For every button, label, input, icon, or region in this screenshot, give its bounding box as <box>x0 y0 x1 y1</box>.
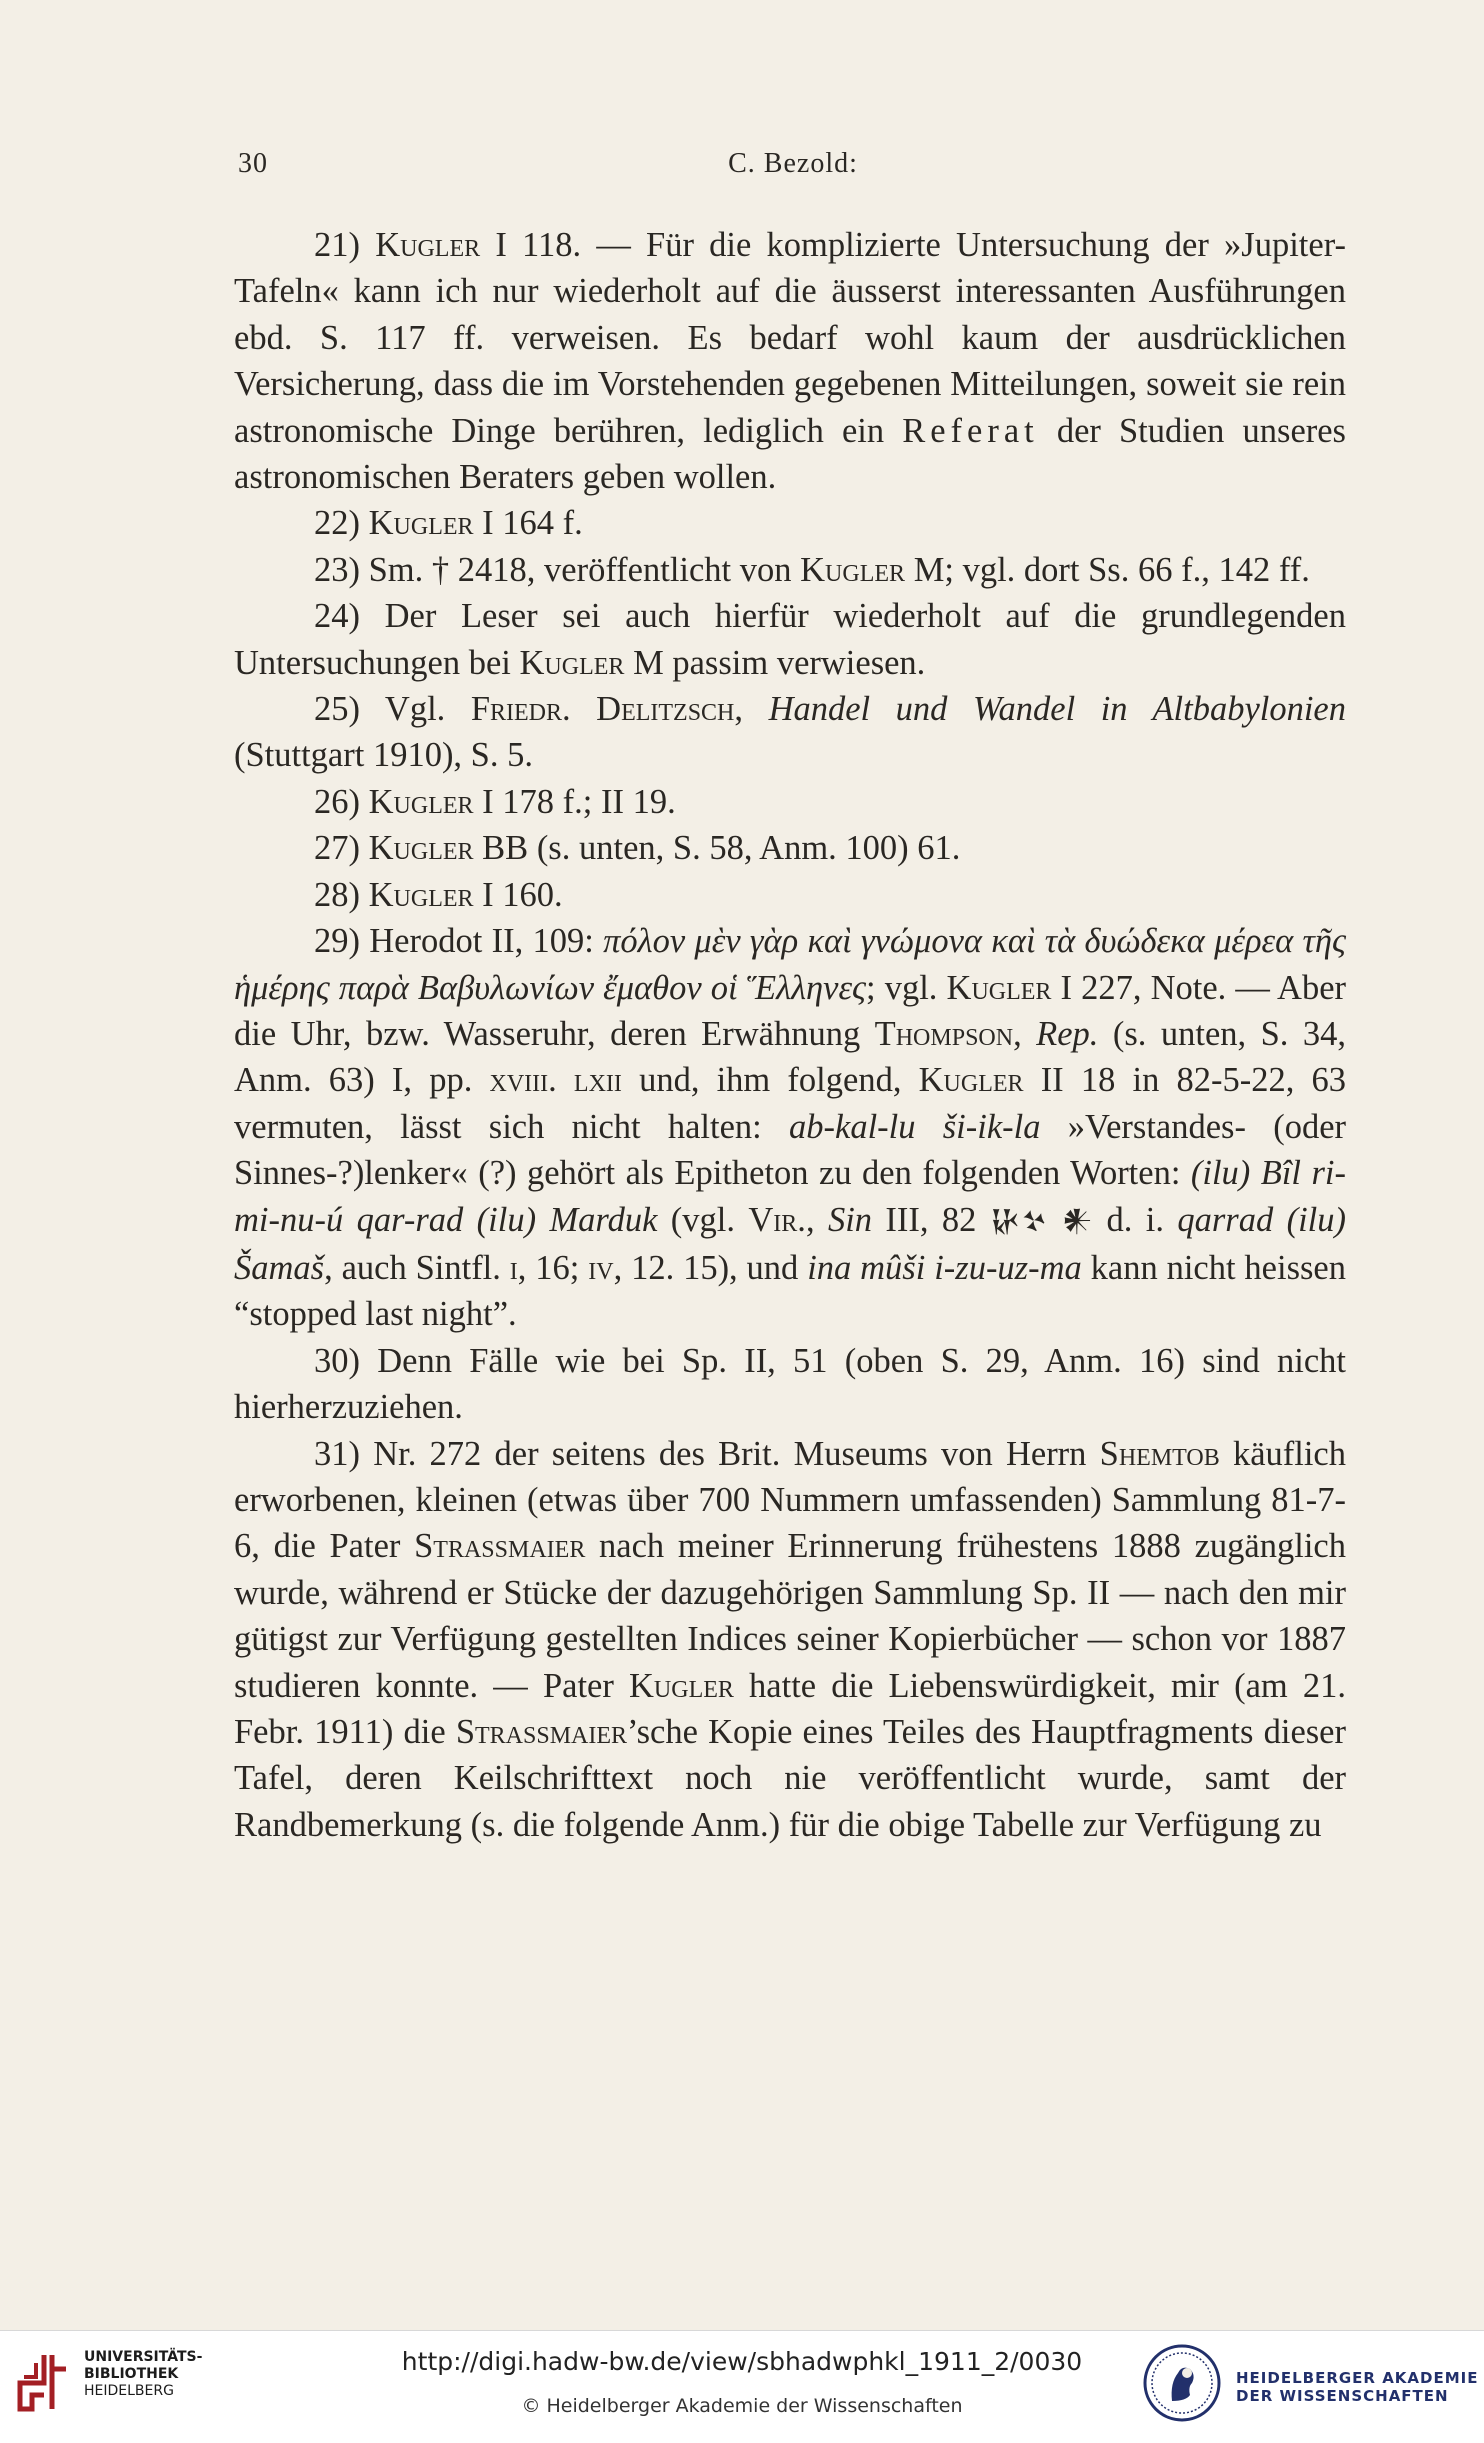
footnote-text: d. i. <box>1093 1200 1178 1239</box>
academy-name: HEIDELBERGER AKADEMIE DER WISSENSCHAFTEN <box>1236 2369 1479 2405</box>
footnote-text: 25) Vgl. <box>314 690 471 729</box>
footnote-text: πόλον μὲν γὰρ καὶ γνώμονα καὶ τὰ δυώδεκα μέρεα τῆς ἡμέρης παρὰ Βαβυλωνίων ἔμαθον οἱ Ἕλληνες <box>234 922 1346 1007</box>
footnote-text: M passim verwiesen. <box>624 643 926 682</box>
footnote-text: , <box>734 690 769 729</box>
footnote-text: nach meiner Erinnerung frühestens 1888 zugänglich wurde, während er Stücke der dazugehörigen Sammlung Sp. II — nach den mir gütigst zur Verfügung gestellten Indices seiner Kopierbücher — schon vor 1887 studieren konnte. — Pater <box>234 1527 1346 1705</box>
running-title: C. Bezold: <box>728 148 858 179</box>
footnote-text: 28) <box>314 875 369 914</box>
footnote <box>234 686 1346 779</box>
footnote-text: Kugler <box>918 1061 1024 1100</box>
footnote <box>234 547 1346 593</box>
footnote-text: i <box>509 1248 518 1287</box>
footnote-text: Friedr. Delitzsch <box>470 690 735 729</box>
footnote-text: , 16; <box>517 1248 589 1287</box>
footnote-text: iv <box>588 1248 614 1287</box>
footnote-text: M; vgl. dort Ss. 66 f., 142 ff. <box>905 550 1310 589</box>
footnote-text: Kugler <box>368 504 474 543</box>
footnote-text: »Verstandes- (oder Sinnes-?)lenker« (?) gehört als Epitheton zu den folgenden Worten: <box>234 1107 1347 1193</box>
footnote-text: Kugler <box>519 643 625 682</box>
footnote-text: Kugler <box>628 1666 734 1705</box>
footnote-text: Vir. <box>748 1200 806 1239</box>
footnote-text: Shemtob <box>1099 1434 1220 1473</box>
footnotes-body <box>234 222 1346 1848</box>
footnote-text: Strassmaier <box>455 1713 628 1751</box>
footnote-text: Handel und Wandel in Altbabylonien <box>768 690 1346 729</box>
footnote-text: (s. unten, S. 34, Anm. 63) I, pp. <box>234 1014 1346 1100</box>
footnote-text: I 160. <box>473 875 563 914</box>
footnote <box>234 1431 1346 1849</box>
footnote-text: 24) Der Leser sei auch hierfür wiederholt auf die grundlegenden Untersuchungen bei <box>234 597 1346 682</box>
footnote-text: Kugler <box>368 875 474 914</box>
footnote-text: qarrad (ilu) Šamaš <box>234 1200 1346 1287</box>
footnote-text: I 164 f. <box>473 504 583 543</box>
footnote-text: III, 82 <box>872 1200 990 1239</box>
permalink[interactable]: http://digi.hadw-bw.de/view/sbhadwphkl_1911_2/0030 <box>401 2347 1083 2376</box>
footnote-text: 30) Denn Fälle wie bei Sp. II, 51 (oben S. 29, Anm. 16) sind nicht hierherzuziehen. <box>234 1341 1346 1427</box>
footnote-text: Sin <box>827 1200 873 1239</box>
footnote-text: Kugler <box>368 829 474 868</box>
footnote-text: Strassmaier <box>414 1527 586 1566</box>
page-number: 30 <box>238 148 268 179</box>
footnote-text: 26) <box>314 782 369 821</box>
footnote-text: , 12. 15), und <box>613 1248 808 1287</box>
footnote-text: I 178 f.; II 19. <box>473 782 676 821</box>
footnote-text: ; vgl. <box>866 968 947 1007</box>
footnote-text: 21) <box>314 226 376 264</box>
footnote-text: Kugler <box>800 550 906 589</box>
footnote-text: (Stuttgart 1910), S. 5. <box>234 736 533 775</box>
footnote-text: der Studien unseres astronomischen Beraters geben wollen. <box>234 411 1346 497</box>
footnote <box>234 825 1346 871</box>
footnote-text: ’sche Kopie eines Teiles des Hauptfragments dieser Tafel, deren Keilschrifttext noch nie veröffentlicht wurde, samt der Randbemerkung (s. die folgende Anm.) für die obige Tabelle zur Verfügung zu <box>234 1713 1346 1844</box>
footnote-text: kann nicht heissen “stopped last night”. <box>234 1248 1346 1334</box>
running-header <box>238 148 1348 192</box>
footnote-text: , <box>1013 1014 1037 1053</box>
footer-bar <box>0 2330 1484 2443</box>
footnote-text: (vgl. <box>657 1200 749 1239</box>
footnote <box>234 593 1346 686</box>
footnote-text: xviii. lxii <box>489 1061 622 1100</box>
footnote-text: Rep. <box>1036 1014 1099 1053</box>
footnote-text: (ilu) Bîl ri-mi-nu-ú qar-rad (ilu) Marduk <box>234 1154 1346 1239</box>
footnote <box>234 779 1346 825</box>
cuneiform-signs: 𒄩𒆳 𒀭 <box>989 1203 1094 1239</box>
footnote <box>234 872 1346 918</box>
footnote-text: 23) Sm. † 2418, veröffentlicht von <box>314 550 801 589</box>
footnote-text: 29) Herodot II, 109: <box>314 922 604 961</box>
footnote-text: BB (s. unten, S. 58, Anm. 100) 61. <box>473 829 961 868</box>
footnote <box>234 1338 1346 1431</box>
footnote-text: und, ihm folgend, <box>621 1061 919 1100</box>
footnote-text: Referat <box>902 411 1039 450</box>
footnote-text: Thompson <box>874 1014 1014 1053</box>
footnote-text: I 118. — Für die komplizierte Untersuchung der »Jupiter-Tafeln« kann ich nur wiederholt auf die äusserst interessanten Ausführungen ebd. S. 117 ff. verweisen. Es bedarf wohl kaum der ausdrücklichen Versicherung, dass die im Vorstehenden gegebenen Mitteilungen, soweit sie rein astronomische Dinge berühren, lediglich ein <box>234 226 1346 450</box>
footnote-text: , <box>805 1200 828 1239</box>
footnote <box>234 918 1346 1338</box>
footnote-text: 22) <box>314 504 369 543</box>
footnote-text: ab-kal-lu ši-ik-la <box>789 1107 1041 1146</box>
footnote-text: 27) <box>314 829 369 868</box>
academy-seal-icon <box>1142 2343 1222 2423</box>
footnote-text: , auch Sintfl. <box>324 1248 510 1287</box>
footnote-text: II 18 in 82-5-22, 63 vermuten, lässt sich nicht halten: <box>234 1061 1346 1146</box>
footnote-text: Kugler <box>375 226 481 264</box>
footnote-text: käuflich erworbenen, kleinen (etwas über 700 Nummern umfassenden) Sammlung 81-7-6, die Pater <box>234 1434 1346 1566</box>
library-name: UNIVERSITÄTS- BIBLIOTHEK HEIDELBERG <box>84 2349 203 2399</box>
footnote-text: ina mûši i-zu-uz-ma <box>807 1248 1082 1287</box>
copyright-notice: © Heidelberger Akademie der Wissenschaften <box>521 2395 963 2417</box>
footnote <box>234 222 1346 500</box>
footnote-text: 31) Nr. 272 der seitens des Brit. Museums von Herrn <box>314 1434 1100 1473</box>
footnote-text: I 227, Note. — Aber die Uhr, bzw. Wasseruhr, deren Erwähnung <box>234 968 1347 1053</box>
footnote-text: Kugler <box>368 782 474 821</box>
footnote-text: hatte die Liebenswürdigkeit, mir (am 21. Febr. 1911) die <box>234 1666 1346 1751</box>
footnote-text: Kugler <box>946 968 1052 1007</box>
footnote <box>234 500 1346 546</box>
